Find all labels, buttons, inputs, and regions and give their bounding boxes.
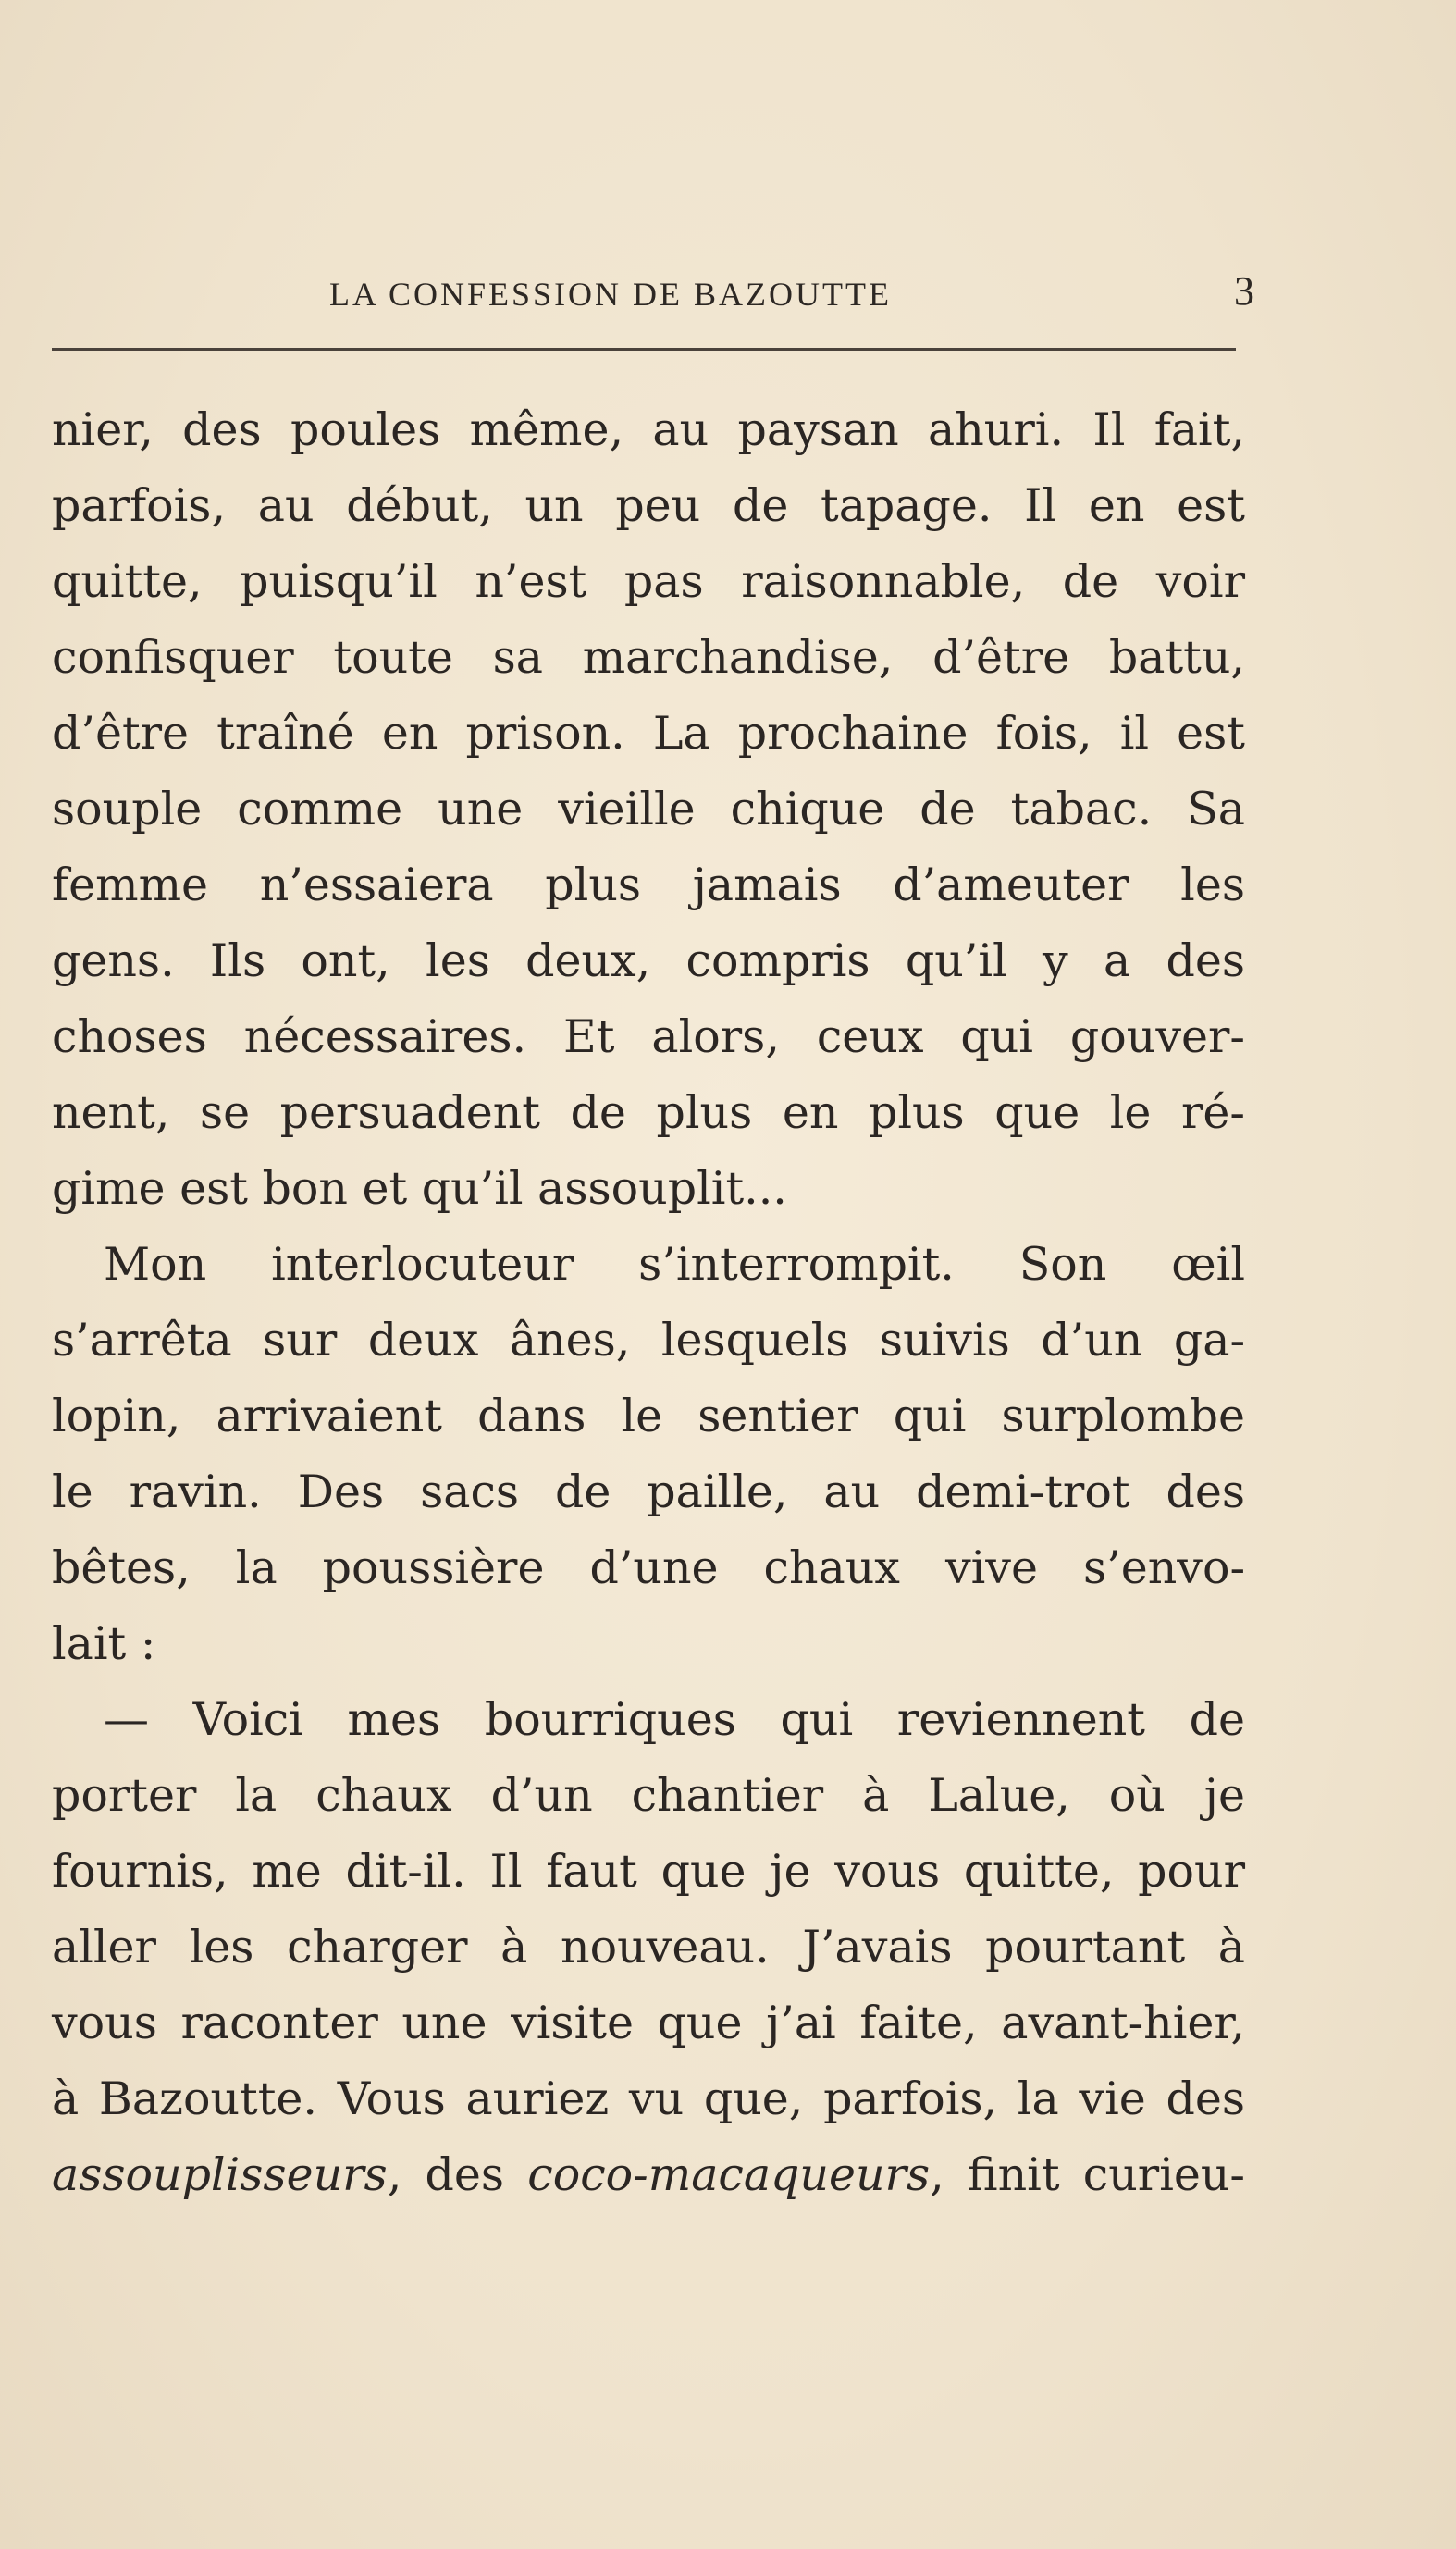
text-line: aller les charger à nouveau. J’avais pourtant à bbox=[52, 1921, 1245, 1974]
body-text bbox=[52, 392, 1245, 2213]
page-number: 3 bbox=[1234, 268, 1254, 314]
italic-word: assouplisseurs bbox=[52, 2148, 388, 2201]
text-line: nier, des poules même, au paysan ahuri. Il fait, bbox=[52, 403, 1245, 456]
text-line: s’arrêta sur deux ânes, lesquels suivis d’un ga- bbox=[52, 1314, 1245, 1367]
text-line: le ravin. Des sacs de paille, au demi-trot des bbox=[52, 1466, 1245, 1518]
italic-word: coco-macaqueurs bbox=[527, 2148, 931, 2201]
text-line: bêtes, la poussière d’une chaux vive s’envo- bbox=[52, 1541, 1245, 1594]
text-line: quitte, puisqu’il n’est pas raisonnable, de voir bbox=[52, 555, 1245, 608]
text-fragment: , finit curieu- bbox=[930, 2148, 1245, 2201]
text-line: choses nécessaires. Et alors, ceux qui gouver- bbox=[52, 1010, 1245, 1063]
text-line: femme n’essaiera plus jamais d’ameuter les bbox=[52, 859, 1245, 911]
text-line: fournis, me dit-il. Il faut que je vous quitte, pour bbox=[52, 1845, 1245, 1898]
text-line: parfois, au début, un peu de tapage. Il en est bbox=[52, 479, 1245, 532]
text-line: souple comme une vieille chique de tabac. Sa bbox=[52, 783, 1245, 835]
text-line: d’être traîné en prison. La prochaine fois, il est bbox=[52, 707, 1245, 760]
text-line: nent, se persuadent de plus en plus que le ré- bbox=[52, 1086, 1245, 1139]
text-line: lait : bbox=[52, 1617, 156, 1670]
text-fragment: , des bbox=[387, 2148, 528, 2201]
text-line: gens. Ils ont, les deux, compris qu’il y a des bbox=[52, 934, 1245, 987]
text-line: — Voici mes bourriques qui reviennent de bbox=[104, 1693, 1245, 1746]
text-line: porter la chaux d’un chantier à Lalue, où je bbox=[52, 1769, 1245, 1822]
text-line: gime est bon et qu’il assouplit... bbox=[52, 1162, 787, 1215]
text-line: vous raconter une visite que j’ai faite, avant-hier, bbox=[52, 1997, 1245, 2049]
text-line-mixed bbox=[52, 2137, 1245, 2213]
running-title: LA CONFESSION DE BAZOUTTE bbox=[329, 276, 893, 313]
text-line: lopin, arrivaient dans le sentier qui surplombe bbox=[52, 1390, 1245, 1442]
text-line: Mon interlocuteur s’interrompit. Son œil bbox=[104, 1238, 1245, 1291]
text-line: à Bazoutte. Vous auriez vu que, parfois, la vie des bbox=[52, 2073, 1245, 2125]
text-line: confisquer toute sa marchandise, d’être battu, bbox=[52, 631, 1245, 684]
header-rule bbox=[52, 348, 1236, 351]
